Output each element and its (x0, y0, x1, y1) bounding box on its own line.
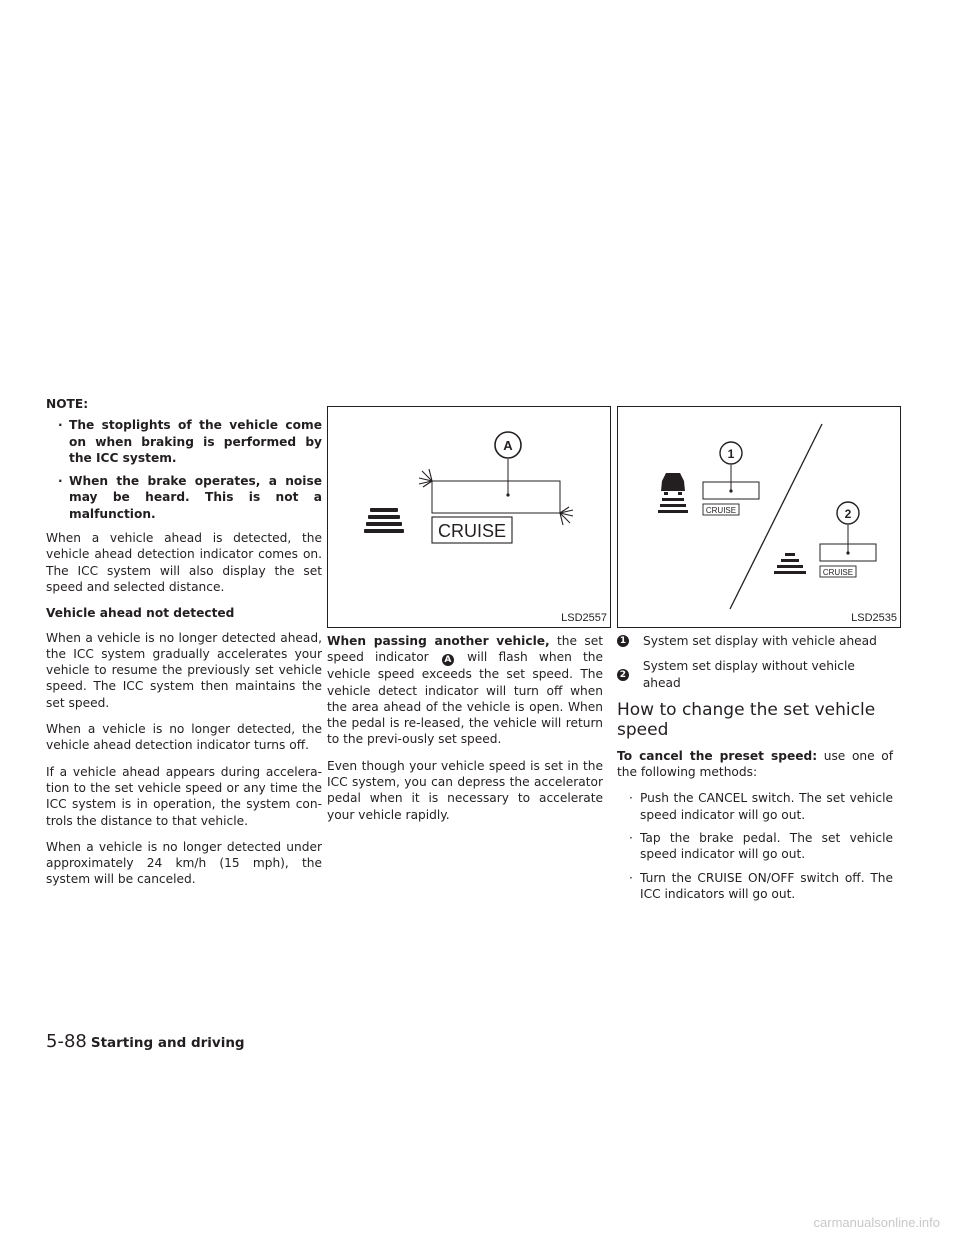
flash-mark-icon (419, 469, 432, 487)
paragraph-lead: To cancel the preset speed: (617, 748, 818, 763)
paragraph: When a vehicle is no longer detected under approximately 24 km/h (15 mph), the system will be canceled. (46, 839, 322, 887)
subheading: Vehicle ahead not detected (46, 606, 235, 621)
paragraph: When a vehicle is no longer detected, the vehicle ahead detection indicator turns off. (46, 722, 322, 753)
vehicle-ahead-icon (658, 473, 688, 513)
callout-1-label: 1 (727, 447, 735, 461)
paragraph-text: will flash when the vehicle speed exceeds the set speed. The vehicle detect indicator will turn off when the area ahead of the vehicle is open. When the pedal is re-leased, the vehicle will return to the previ-ously set speed. (327, 650, 604, 747)
figure-code: LSD2535 (851, 611, 897, 624)
section-title: How to change the set vehicle speed (617, 699, 876, 740)
legend-text: System set display with vehicle ahead (643, 634, 877, 648)
distance-bars-icon (364, 508, 404, 533)
legend-text: System set display without vehicle ahead (642, 659, 855, 690)
method-item: · Tap the brake pedal. The set vehicle speed indicator will go out. (617, 830, 893, 863)
method-list (617, 790, 893, 902)
method-item: · Turn the CRUISE ON/OFF switch off. The ICC indicators will go out. (617, 870, 893, 903)
page-number: 5-88 (46, 1031, 87, 1052)
legend-number-icon: 1 (617, 635, 629, 647)
note-item: · The stoplights of the vehicle come on when braking is performed by the ICC system. (46, 417, 322, 466)
callout-a-label: A (503, 438, 513, 453)
method-item: · Push the CANCEL switch. The set vehicle speed indicator will go out. (617, 790, 893, 823)
marker-a-icon: A (442, 654, 454, 666)
paragraph: Even though your vehicle speed is set in the ICC system, you can depress the accelerator pedal when it is necessary to accelerate your vehicle rapidly. (327, 758, 603, 822)
distance-bars-icon (774, 553, 806, 574)
paragraph-text: use one of the following methods: (617, 748, 893, 780)
set-speed-indicator-box (432, 481, 560, 513)
note-item: · When the brake operates, a noise may be heard. This is not a malfunction. (46, 473, 322, 522)
figure-code: LSD2557 (561, 611, 607, 624)
cruise-indicator-text: CRUISE (437, 521, 507, 541)
legend-item (617, 658, 893, 691)
cruise-display-illustration (328, 407, 610, 627)
paragraph: When a vehicle ahead is detected, the vehicle ahead detection indicator comes on. The ICC system will also display the set speed and selected distance. (46, 531, 322, 594)
paragraph-lead: When passing another vehicle, (327, 634, 550, 648)
cruise-indicator-2-text: CRUISE (822, 568, 854, 577)
note-label: NOTE: (46, 397, 89, 411)
paragraph-text: the set speed indicator (327, 634, 603, 665)
callout-2-label: 2 (844, 507, 852, 521)
figure-system-set-display (617, 406, 901, 628)
legend-number-icon: 2 (617, 669, 629, 681)
paragraph: When a vehicle is no longer detected ahead, the ICC system gradually accelerates your vehicle to resume the previously set vehicle speed. The ICC system then maintains the set speed. (46, 630, 322, 710)
legend-item (617, 633, 893, 649)
column-right (617, 406, 897, 910)
divider-line (727, 424, 822, 609)
paragraph: If a vehicle ahead appears during accelera-tion to the set vehicle speed or any time the ICC system is in operation, the system con-trols the distance to that vehicle. (46, 764, 322, 828)
watermark: carmanualsonline.info (813, 1215, 940, 1230)
paragraph (327, 633, 603, 748)
column-middle (327, 406, 607, 833)
cruise-indicator-1-text: CRUISE (705, 506, 737, 515)
system-set-display-illustration (618, 407, 900, 627)
paragraph (617, 748, 893, 781)
note-list (46, 417, 322, 522)
page-footer (46, 1031, 245, 1052)
flash-mark-icon (560, 507, 573, 525)
figure-cruise-display (327, 406, 611, 628)
section-name: Starting and driving (90, 1035, 245, 1051)
column-left (46, 396, 322, 898)
